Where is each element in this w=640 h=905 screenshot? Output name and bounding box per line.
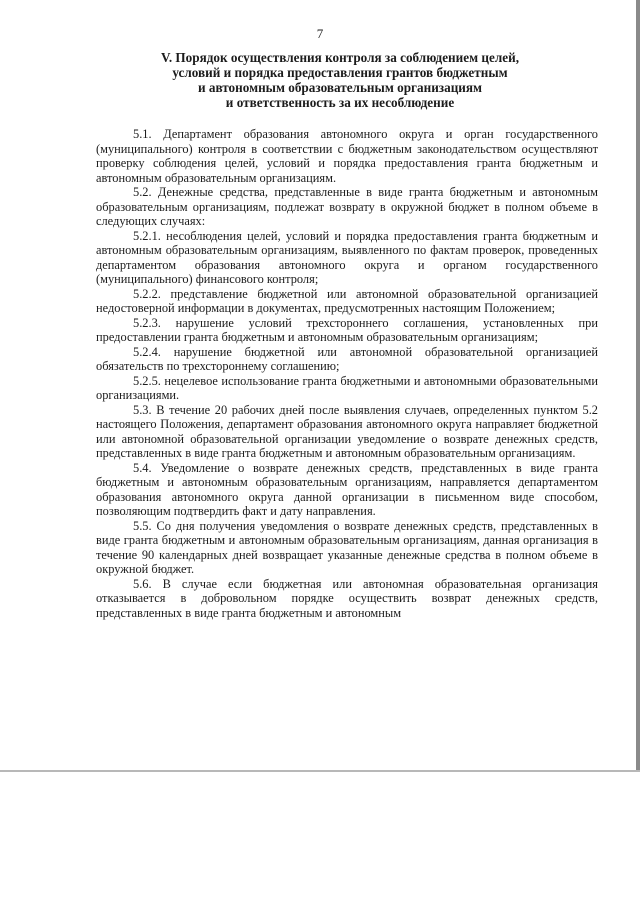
paragraph-text: несоблюдения целей, условий и порядка предоставления гранта бюджетным и автономным образовательным организациям, выявленного по фактам проверок, проведенных департаментом образования автономного округа и органом государственного (муниципального) финансового контроля; [96, 228, 598, 286]
paragraph-5-4 [96, 461, 598, 519]
paragraph-number: 5.2.1. [133, 228, 161, 243]
paragraph-number: 5.1. [133, 127, 152, 141]
paragraph-number: 5.2. [133, 185, 152, 199]
paragraph-text: Департамент образования автономного округа и орган государственного (муниципального) контроля в соответствии с бюджетным законодательством осуществляют проверку соблюдения целей, условий и порядка предоставления гранта бюджетным и автономным образовательным организациям. [96, 127, 598, 185]
paragraph-text: нарушение условий трехстороннего соглашения, установленных при предоставлении гранта бюджетным и автономным образовательным организациям; [96, 315, 598, 344]
section-heading [60, 50, 620, 110]
page-edge-shadow [636, 0, 640, 770]
paragraph-number: 5.5. [133, 518, 152, 533]
page-bottom-edge [0, 770, 640, 772]
heading-line: и ответственность за их несоблюдение [225, 95, 455, 110]
heading-line: и автономным образовательным организациям [197, 80, 483, 95]
paragraph-5-2-5 [96, 374, 598, 403]
paragraph-text: представление бюджетной или автономной образовательной организацией недостоверной информации в документах, предусмотренных настоящим Положением; [96, 286, 598, 315]
paragraph-text: Денежные средства, представленные в виде гранта бюджетным и автономным образовательным организациям, подлежат возврату в окружной бюджет в полном объеме в следующих случаях: [96, 185, 598, 228]
paragraph-text: нецелевое использование гранта бюджетными и автономными образовательными организациями. [96, 373, 598, 402]
paragraph-number: 5.2.4. [133, 344, 161, 359]
paragraph-5-2-2 [96, 287, 598, 316]
paragraph-number: 5.6. [133, 576, 152, 591]
paragraph-5-2-4 [96, 345, 598, 374]
page-number: 7 [316, 26, 324, 41]
paragraph-5-3 [96, 403, 598, 461]
paragraph-5-2 [96, 185, 598, 229]
paragraph-text: Со дня получения уведомления о возврате денежных средств, представленных в виде гранта бюджетным и автономным образовательным организациям, данная организация в течение 90 календарных дней возвращает указанные денежные средства в полном объеме в окружной бюджет. [96, 518, 598, 576]
paragraph-5-5 [96, 519, 598, 577]
paragraph-number: 5.2.2. [133, 286, 161, 301]
heading-line: условий и порядка предоставления грантов бюджетным [172, 65, 508, 80]
paragraph-text: В случае если бюджетная или автономная образовательная организация отказывается в добровольном порядке осуществить возврат денежных средств, представленных в виде гранта бюджетным и автономным [96, 576, 598, 620]
document-body [96, 127, 598, 620]
paragraph-5-1 [96, 127, 598, 185]
paragraph-5-6 [96, 577, 598, 621]
heading-line: V. Порядок осуществления контроля за соблюдением целей, [161, 50, 519, 65]
paragraph-number: 5.3. [133, 402, 152, 417]
paragraph-text: В течение 20 рабочих дней после выявления случаев, определенных пунктом 5.2 настоящего Положения, департамент образования автономного округа направляет бюджетной или автономной образовательной организации уведомление о возврате денежных средств, представленных в виде гранта бюджетным и автономным образовательным организациям. [96, 402, 598, 460]
paragraph-5-2-1 [96, 229, 598, 287]
paragraph-number: 5.4. [133, 460, 152, 475]
paragraph-text: нарушение бюджетной или автономной образовательной организацией обязательств по трехстороннему соглашению; [96, 344, 598, 373]
paragraph-5-2-3 [96, 316, 598, 345]
paragraph-text: Уведомление о возврате денежных средств, представленных в виде гранта бюджетным и автономным образовательным организациям, направляется департаментом образования автономного округа данной организации в письменном виде способом, позволяющим подтвердить факт и дату направления. [96, 460, 598, 518]
paragraph-number: 5.2.3. [133, 315, 161, 330]
paragraph-number: 5.2.5. [133, 373, 161, 388]
